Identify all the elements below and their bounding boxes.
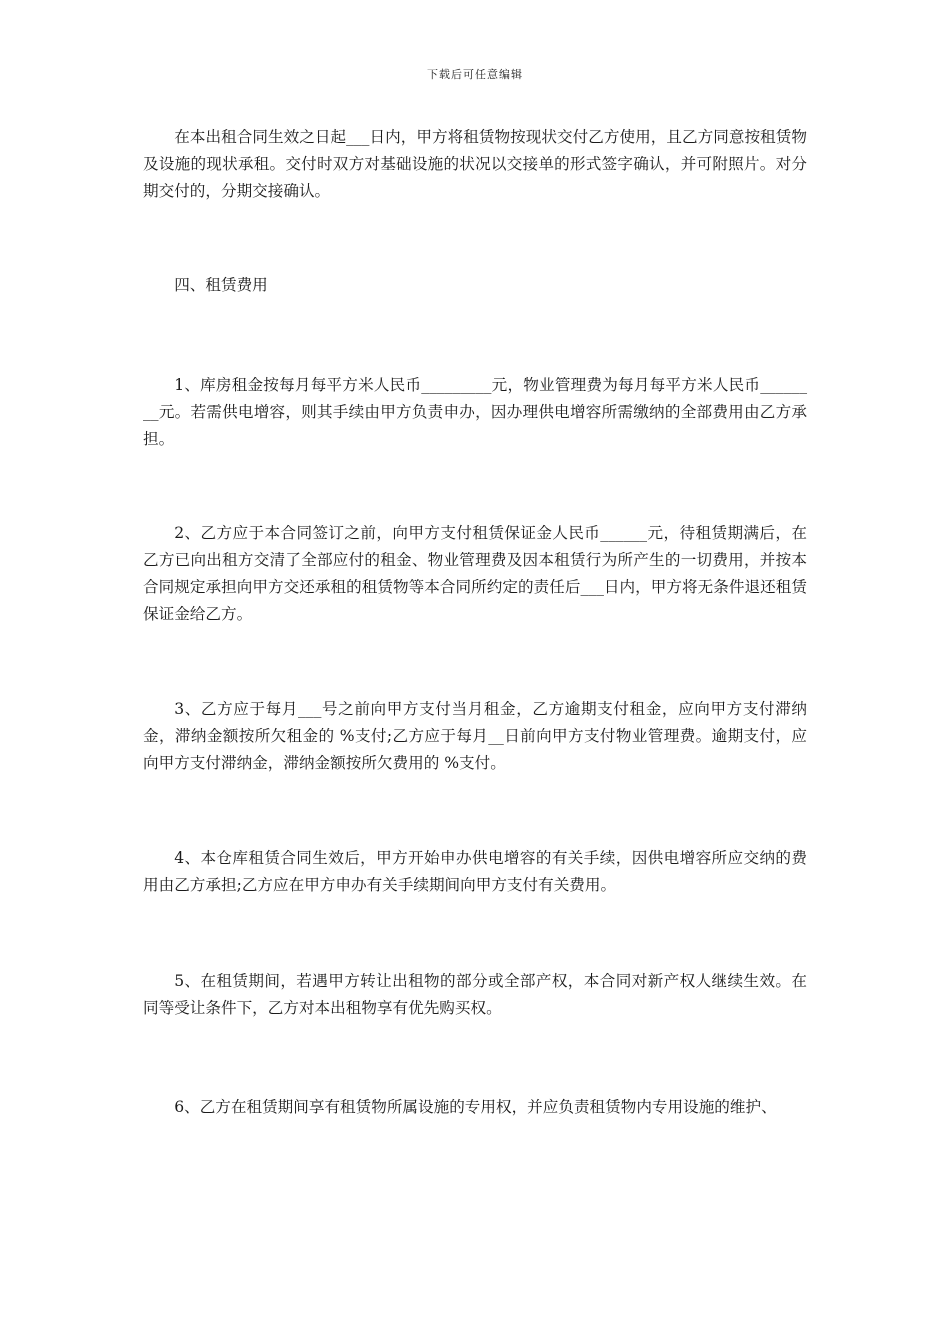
clause-4-power-increase: 4、本仓库租赁合同生效后，甲方开始申办供电增容的有关手续，因供电增容所应交纳的费用由乙方承担;乙方应在甲方申办有关手续期间向甲方支付有关费用。 <box>143 849 807 894</box>
paragraph-delivery: 在本出租合同生效之日起___日内，甲方将租赁物按现状交付乙方使用，且乙方同意按租赁物及设施的现状承租。交付时双方对基础设施的状况以交接单的形式签字确认，并可附照片。对分期交付的，分期交接确认。 <box>143 128 807 200</box>
clause-2-deposit: 2、乙方应于本合同签订之前，向甲方支付租赁保证金人民币______元，待租赁期满后，在乙方已向出租方交清了全部应付的租金、物业管理费及因本租赁行为所产生的一切费用，并按本合同规定承担向甲方交还承租的租赁物等本合同所约定的责任后___日内，甲方将无条件退还租赁保证金给乙方。 <box>143 524 807 623</box>
clause-5-transfer: 5、在租赁期间，若遇甲方转让出租物的部分或全部产权，本合同对新产权人继续生效。在同等受让条件下，乙方对本出租物享有优先购买权。 <box>143 972 807 1017</box>
section-title-rental-fees: 四、租赁费用 <box>174 276 268 294</box>
clause-6-facilities: 6、乙方在租赁期间享有租赁物所属设施的专用权，并应负责租赁物内专用设施的维护、 <box>174 1098 777 1116</box>
clause-3-payment: 3、乙方应于每月___号之前向甲方支付当月租金，乙方逾期支付租金，应向甲方支付滞纳金，滞纳金额按所欠租金的 %支付;乙方应于每月__日前向甲方支付物业管理费。逾期支付，应向甲方支付滞纳金，滞纳金额按所欠费用的 %支付。 <box>143 700 807 772</box>
clause-1-rent: 1、库房租金按每月每平方米人民币_________元，物业管理费为每月每平方米人民币________元。若需供电增容，则其手续由甲方负责申办，因办理供电增容所需缴纳的全部费用由乙方承担。 <box>143 376 807 448</box>
page-header-note: 下载后可任意编辑 <box>427 68 523 81</box>
